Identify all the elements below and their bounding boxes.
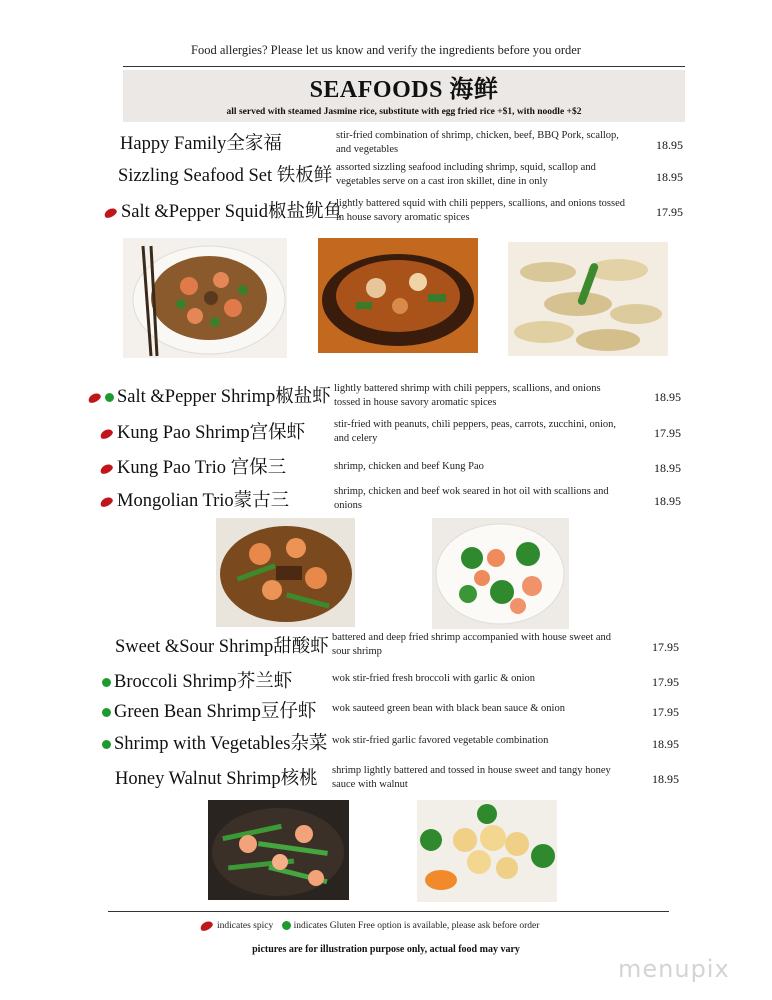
food-photo-shrimp-broccoli xyxy=(432,518,569,629)
disclaimer: pictures are for illustration purpose only, actual food may vary xyxy=(252,944,520,955)
food-photo-salt-pepper-squid xyxy=(508,242,668,356)
menu-item-desc: stir-fried with peanuts, chili peppers, peas, carrots, zucchini, onion, and celery xyxy=(334,419,617,444)
menu-item-desc: assorted sizzling seafood including shrimp, squid, scallop and vegetables serve on a cast iron skillet, dine in only xyxy=(336,162,596,187)
menu-item-price: 17.95 xyxy=(654,426,681,440)
menu-item-desc: shrimp, chicken and beef wok seared in hot oil with scallions and onions xyxy=(334,486,609,511)
chili-pepper-icon xyxy=(103,206,118,219)
section-banner xyxy=(123,70,685,122)
menu-item-name: Sizzling Seafood Set 铁板鲜 xyxy=(118,166,333,186)
menu-item-price: 18.95 xyxy=(654,494,681,508)
menu-item-row xyxy=(88,386,331,408)
menu-item-price: 18.95 xyxy=(654,461,681,475)
food-photo-mongolian-trio xyxy=(216,518,355,627)
menu-item-name: Kung Pao Shrimp宫保虾 xyxy=(117,423,306,443)
green-dot-icon xyxy=(282,921,291,930)
menu-item-desc: lightly battered squid with chili peppers, scallions, and onions tossed in house savory aromatic spices xyxy=(336,198,626,223)
menu-item-desc: shrimp lightly battered and tossed in house sweet and tangy honey sauce with walnut xyxy=(332,765,611,790)
chili-pepper-icon xyxy=(99,495,114,508)
menu-item-row xyxy=(102,733,327,755)
menu-item-desc: wok stir-fried garlic favored vegetable combination xyxy=(332,735,549,746)
menu-item-row xyxy=(100,457,286,479)
menu-item-desc: wok sauteed green bean with black bean sauce & onion xyxy=(332,703,565,714)
legend-gf-label: indicates Gluten Free option is available, please ask before order xyxy=(293,921,540,931)
menu-item-row xyxy=(102,671,292,693)
chili-pepper-icon xyxy=(87,391,102,404)
menu-item-price: 18.95 xyxy=(656,138,683,152)
chili-pepper-icon xyxy=(99,427,114,440)
legend xyxy=(200,921,539,931)
green-dot-icon xyxy=(102,678,111,687)
menu-item-row xyxy=(100,422,305,444)
menu-item-price: 18.95 xyxy=(652,737,679,751)
menu-item-desc: lightly battered shrimp with chili peppers, scallions, and onions tossed in house savory aromatic spices xyxy=(334,383,601,408)
menu-item-price: 17.95 xyxy=(656,205,683,219)
menu-item-price: 17.95 xyxy=(652,675,679,689)
divider xyxy=(108,911,669,912)
menu-item-desc: stir-fried combination of shrimp, chicken, beef, BBQ Pork, scallop, and vegetables xyxy=(336,130,619,155)
menu-item-name: Honey Walnut Shrimp核桃 xyxy=(115,769,318,789)
menu-item-name: Broccoli Shrimp芥兰虾 xyxy=(114,672,293,692)
chili-pepper-icon xyxy=(199,919,214,932)
menu-item-price: 18.95 xyxy=(654,390,681,404)
menu-item-name: Sweet &Sour Shrimp甜酸虾 xyxy=(115,637,329,657)
allergy-note: Food allergies? Please let us know and verify the ingredients before you order xyxy=(191,43,581,57)
menu-item-row xyxy=(104,201,342,223)
menu-item-name: Mongolian Trio蒙古三 xyxy=(117,491,290,511)
menu-item-name: Salt &Pepper Squid椒盐鱿鱼 xyxy=(121,202,342,222)
legend-spicy-label: indicates spicy xyxy=(217,921,274,931)
menu-item-name: Shrimp with Vegetables杂菜 xyxy=(114,734,328,754)
menu-item-price: 17.95 xyxy=(652,705,679,719)
menu-item-desc: wok stir-fried fresh broccoli with garlic & onion xyxy=(332,673,536,684)
section-title: SEAFOODS 海鲜 xyxy=(309,77,499,103)
green-dot-icon xyxy=(102,708,111,717)
menu-item-name: Kung Pao Trio 宫保三 xyxy=(117,458,287,478)
menu-item-row xyxy=(100,490,289,512)
menu-item-desc: shrimp, chicken and beef Kung Pao xyxy=(334,461,484,472)
watermark-logo: menupix xyxy=(618,955,730,983)
green-dot-icon xyxy=(102,740,111,749)
divider xyxy=(123,66,685,67)
menu-item-row xyxy=(102,701,316,723)
food-photo-honey-walnut-shrimp xyxy=(417,800,557,902)
menu-item-name: Happy Family全家福 xyxy=(120,134,282,154)
food-photo-happy-family xyxy=(123,238,287,358)
menu-item-desc: battered and deep fried shrimp accompanied with house sweet and sour shrimp xyxy=(332,632,612,657)
section-subtitle: all served with steamed Jasmine rice, substitute with egg fried rice +$1, with noodle +$2 xyxy=(226,107,582,117)
menu-item-name: Salt &Pepper Shrimp椒盐虾 xyxy=(117,387,331,407)
menu-item-price: 18.95 xyxy=(652,772,679,786)
food-photo-sizzling-seafood xyxy=(318,238,478,353)
menu-item-name: Green Bean Shrimp豆仔虾 xyxy=(114,702,317,722)
menu-item-price: 17.95 xyxy=(652,640,679,654)
green-dot-icon xyxy=(105,393,114,402)
menu-item-price: 18.95 xyxy=(656,170,683,184)
food-photo-green-bean-shrimp xyxy=(208,800,349,900)
chili-pepper-icon xyxy=(99,462,114,475)
